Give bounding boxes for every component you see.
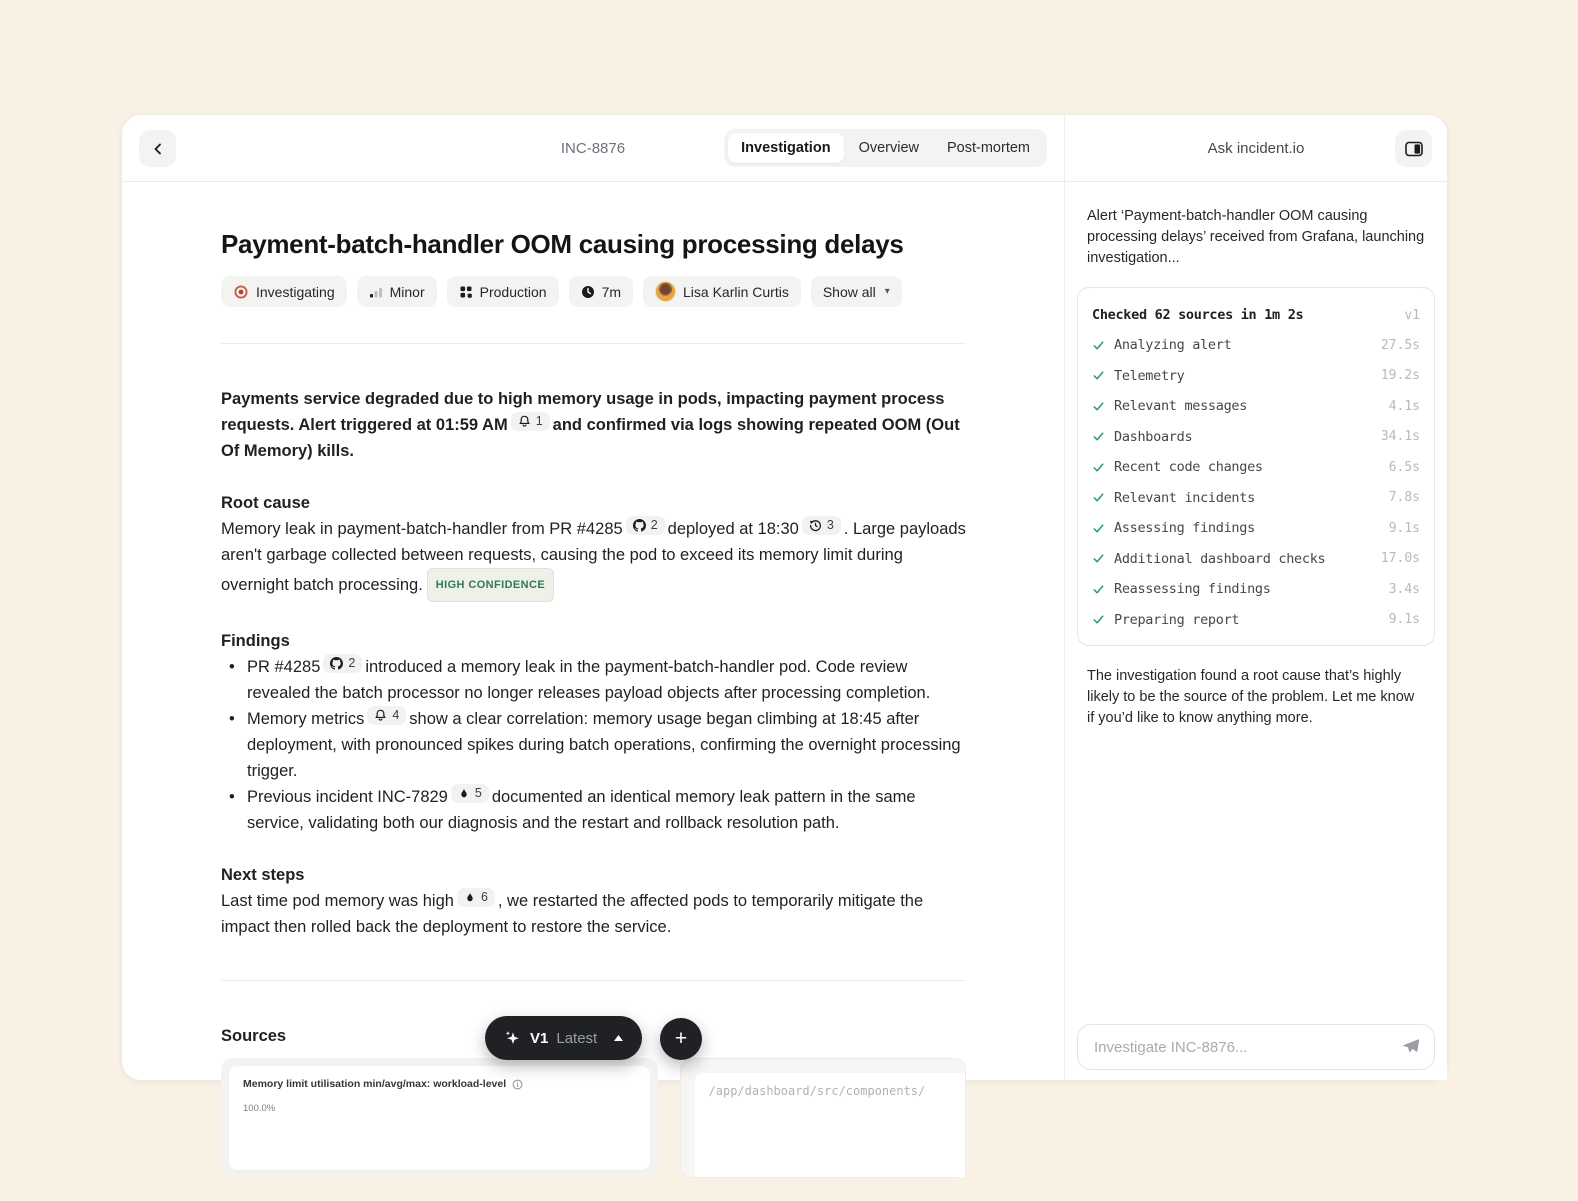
check-row: Telemetry 19.2s: [1092, 361, 1420, 392]
alert-bell-icon: [374, 709, 387, 722]
checked-sources-card: [1077, 287, 1435, 646]
source-ref-chip[interactable]: 4: [367, 706, 406, 725]
list-item: • Previous incident INC-7829 5 documented an identical memory leak pattern in the same service, validating both our diagnosis and the restart and rollback resolution path.: [221, 784, 966, 836]
check-row: Relevant messages 4.1s: [1092, 391, 1420, 422]
check-icon: [1092, 552, 1105, 565]
checks-title: Checked 62 sources in 1m 2s: [1092, 307, 1304, 323]
findings-list: [221, 654, 966, 836]
status-badge[interactable]: Investigating: [221, 276, 347, 307]
incident-window: [121, 114, 1448, 1114]
chart-card-title: Memory limit utilisation min/avg/max: workload-level: [243, 1078, 636, 1090]
incident-flame-icon: [464, 891, 476, 904]
back-button[interactable]: [139, 130, 176, 167]
chevron-left-icon: [150, 141, 166, 157]
check-row: Reassessing findings 3.4s: [1092, 574, 1420, 605]
chart-card-inner: [229, 1066, 650, 1170]
github-icon: [633, 519, 646, 532]
source-ref-chip[interactable]: 6: [457, 888, 495, 907]
tab-post-mortem[interactable]: Post-mortem: [934, 133, 1043, 163]
status-target-icon: [233, 284, 249, 300]
sidebar-panel-icon: [1405, 141, 1423, 157]
sources-heading: Sources: [221, 1027, 287, 1045]
main-header: [122, 115, 1064, 182]
root-cause-heading: Root cause: [221, 494, 310, 512]
tab-investigation[interactable]: Investigation: [728, 133, 843, 163]
source-ref-chip[interactable]: 1: [511, 412, 550, 431]
tab-group: [724, 129, 1047, 167]
main-area: [122, 115, 1064, 1114]
next-steps-paragraph: Last time pod memory was high 6 , we restarted the affected pods to temporarily mitigate the impact then rolled back the deployment to restore the service.: [221, 890, 924, 936]
list-item: • PR #4285 2 introduced a memory leak in the payment-batch-handler pod. Code review revealed the batch processor no longer releases payload objects after processing completion.: [221, 654, 966, 706]
alert-bell-icon: [518, 415, 531, 428]
sources-row: [221, 1058, 966, 1178]
checks-header: [1092, 300, 1420, 330]
github-icon: [330, 657, 343, 670]
source-ref-chip[interactable]: 2: [323, 654, 362, 673]
check-icon: [1092, 613, 1105, 626]
divider: [221, 980, 966, 981]
check-icon: [1092, 339, 1105, 352]
grid-squares-icon: [459, 285, 473, 299]
check-icon: [1092, 400, 1105, 413]
confidence-badge: HIGH CONFIDENCE: [427, 568, 554, 602]
assistant-message: Alert ‘Payment-batch-handler OOM causing processing delays’ received from Grafana, launching investigation...: [1087, 208, 1425, 266]
code-card-path: /app/dashboard/src/components/: [695, 1073, 965, 1177]
avatar: [655, 281, 676, 302]
check-icon: [1092, 583, 1105, 596]
panel-header: [1065, 115, 1447, 182]
incident-id: INC-8876: [560, 140, 626, 157]
info-icon: [512, 1079, 523, 1090]
version-state: Latest: [556, 1029, 598, 1047]
check-row: Additional dashboard checks 17.0s: [1092, 544, 1420, 575]
environment-badge[interactable]: Production: [447, 276, 559, 307]
check-icon: [1092, 461, 1105, 474]
divider: [221, 343, 966, 344]
panel-toggle-button[interactable]: [1395, 130, 1432, 167]
send-plane-icon: [1401, 1037, 1421, 1057]
clock-icon: [581, 285, 595, 299]
ask-input[interactable]: [1077, 1024, 1435, 1070]
check-icon: [1092, 430, 1105, 443]
findings-heading: Findings: [221, 632, 290, 650]
add-version-button[interactable]: +: [660, 1018, 702, 1060]
summary-paragraph: Payments service degraded due to high memory usage in pods, impacting payment process requests. Alert triggered at 01:59 AM 1 and confirmed via logs showing repeated OOM (Out Of Memory) kills.: [221, 390, 960, 460]
assistant-panel: [1064, 115, 1447, 1080]
chevron-up-icon: [613, 1034, 624, 1042]
send-button[interactable]: [1393, 1029, 1429, 1065]
source-ref-chip[interactable]: 3: [802, 516, 841, 535]
source-card-chart[interactable]: [221, 1058, 658, 1178]
tab-overview[interactable]: Overview: [846, 133, 932, 163]
source-ref-chip[interactable]: 2: [626, 516, 665, 535]
chevron-down-icon: ▾: [884, 286, 890, 297]
check-row: Assessing findings 9.1s: [1092, 513, 1420, 544]
severity-badge[interactable]: Minor: [357, 276, 437, 307]
badge-row: [221, 276, 966, 307]
source-ref-chip[interactable]: 5: [451, 784, 489, 803]
list-item: • Memory metrics 4 show a clear correlation: memory usage began climbing at 18:45 after deployment, with pronounced spikes during batch operations, confirming the overnight processing trigger.: [221, 706, 966, 784]
check-icon: [1092, 522, 1105, 535]
bar-chart-icon: [369, 285, 383, 299]
check-row: Relevant incidents 7.8s: [1092, 483, 1420, 514]
check-row: Recent code changes 6.5s: [1092, 452, 1420, 483]
check-icon: [1092, 369, 1105, 382]
duration-badge[interactable]: 7m: [569, 276, 633, 307]
assistant-message: The investigation found a root cause that’s highly likely to be the source of the problem. Let me know if you’d like to know anything more.: [1087, 668, 1415, 726]
version-label: V1: [530, 1029, 549, 1047]
incident-flame-icon: [458, 787, 470, 800]
page-title: Payment-batch-handler OOM causing processing delays: [221, 229, 904, 259]
panel-body: [1065, 182, 1447, 729]
show-all-button[interactable]: Show all ▾: [811, 276, 902, 307]
version-pill[interactable]: [485, 1016, 642, 1060]
check-row: Dashboards 34.1s: [1092, 422, 1420, 453]
checks-version: v1: [1404, 307, 1420, 323]
panel-title: Ask incident.io: [1207, 139, 1305, 157]
chart-y-tick: 100.0%: [243, 1103, 276, 1114]
next-steps-heading: Next steps: [221, 866, 305, 884]
lead-badge[interactable]: Lisa Karlin Curtis: [643, 276, 801, 307]
report-content: [122, 182, 1064, 1114]
check-row: Analyzing alert 27.5s: [1092, 330, 1420, 361]
panel-input-area: [1065, 1012, 1447, 1080]
root-cause-paragraph: Memory leak in payment-batch-handler from PR #4285 2 deployed at 18:30 3 . Large payloads aren't garbage collected between requests, causing the pod to exceed its memory limit during overnight batch processing. HIGH CONFIDENCE: [221, 516, 966, 602]
check-icon: [1092, 491, 1105, 504]
history-icon: [809, 519, 822, 532]
sparkle-icon: [503, 1029, 522, 1048]
check-row: Preparing report 9.1s: [1092, 605, 1420, 636]
source-card-code[interactable]: [680, 1058, 966, 1178]
